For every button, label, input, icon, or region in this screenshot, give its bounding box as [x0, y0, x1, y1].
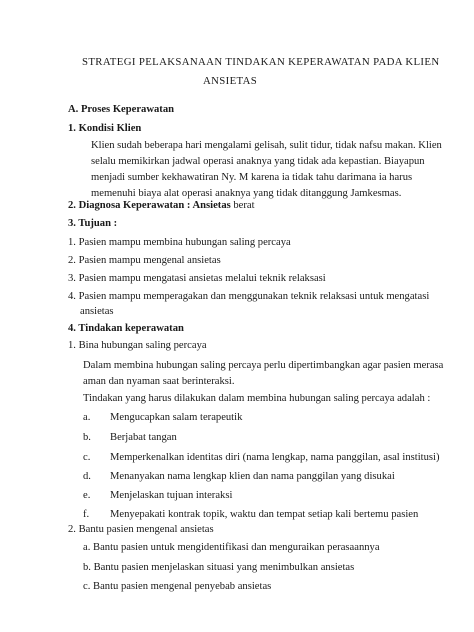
- tindakan-item-2: 2. Bantu pasien mengenal ansietas: [68, 524, 214, 535]
- subitem-line: a. Bantu pasien untuk mengidentifikasi dan menguraikan perasaannya: [83, 542, 380, 553]
- tujuan-item: 4. Pasien mampu memperagakan dan menggunakan teknik relaksasi untuk mengatasi: [68, 291, 430, 302]
- tujuan-item: 3. Pasien mampu mengatasi ansietas melalui teknik relaksasi: [68, 273, 326, 284]
- kondisi-line: menjadi sumber kekhawatiran Ny. M karena ia tidak tahu darimana ia harus: [91, 172, 413, 183]
- diagnosa-line: [68, 199, 255, 212]
- subitem-text: Menanyakan nama lengkap klien dan nama panggilan yang disukai: [110, 471, 395, 482]
- kondisi-line: Klien sudah beberapa hari mengalami gelisah, sulit tidur, tidak nafsu makan. Klien: [91, 140, 442, 151]
- kondisi-line: selalu memikirkan jadwal operasi anaknya yang tidak ada kepastian. Biayapun: [91, 156, 425, 167]
- subitem-marker: e.: [83, 490, 91, 501]
- subitem-text: Memperkenalkan identitas diri (nama lengkap, nama panggilan, asal institusi): [110, 452, 440, 463]
- tindakan-paragraph-line: aman dan nyaman saat berinteraksi.: [83, 376, 235, 387]
- subitem-line: b. Bantu pasien menjelaskan situasi yang menimbulkan ansietas: [83, 562, 355, 573]
- subitem-text: Menyepakati kontrak topik, waktu dan tempat setiap kali bertemu pasien: [110, 509, 419, 520]
- tujuan-item: 2. Pasien mampu mengenal ansietas: [68, 255, 221, 266]
- tujuan-item: 1. Pasien mampu membina hubungan saling percaya: [68, 237, 291, 248]
- tindakan-paragraph-line: Tindakan yang harus dilakukan dalam membina hubungan saling percaya adalah :: [83, 393, 431, 404]
- tujuan-heading: 3. Tujuan :: [68, 218, 118, 229]
- tujuan-item-continued: ansietas: [80, 306, 114, 317]
- subitem-line: c. Bantu pasien mengenal penyebab ansietas: [83, 581, 272, 592]
- diagnosa-heading: 2. Diagnosa Keperawatan : Ansietas: [68, 200, 231, 211]
- title-line-2: ANSIETAS: [203, 75, 258, 87]
- subitem-marker: d.: [83, 471, 91, 482]
- subitem-text: Berjabat tangan: [110, 432, 177, 443]
- subitem-text: Mengucapkan salam terapeutik: [110, 412, 243, 423]
- title-line-1: STRATEGI PELAKSANAAN TINDAKAN KEPERAWATAN PADA KLIEN: [82, 56, 440, 68]
- tindakan-item-1: 1. Bina hubungan saling percaya: [68, 340, 207, 351]
- subitem-marker: b.: [83, 432, 91, 443]
- tindakan-paragraph-line: Dalam membina hubungan saling percaya perlu dipertimbangkan agar pasien merasa: [83, 360, 444, 371]
- subitem-marker: a.: [83, 412, 91, 423]
- diagnosa-suffix: berat: [230, 200, 255, 211]
- section-a-heading: A. Proses Keperawatan: [68, 104, 175, 115]
- subitem-text: Menjelaskan tujuan interaksi: [110, 490, 233, 501]
- subitem-marker: f.: [83, 509, 90, 520]
- tindakan-heading: 4. Tindakan keperawatan: [68, 323, 184, 334]
- kondisi-line: memenuhi biaya alat operasi anaknya yang tidak ditanggung Jamkesmas.: [91, 188, 402, 199]
- kondisi-heading: 1. Kondisi Klien: [68, 123, 142, 134]
- subitem-marker: c.: [83, 452, 91, 463]
